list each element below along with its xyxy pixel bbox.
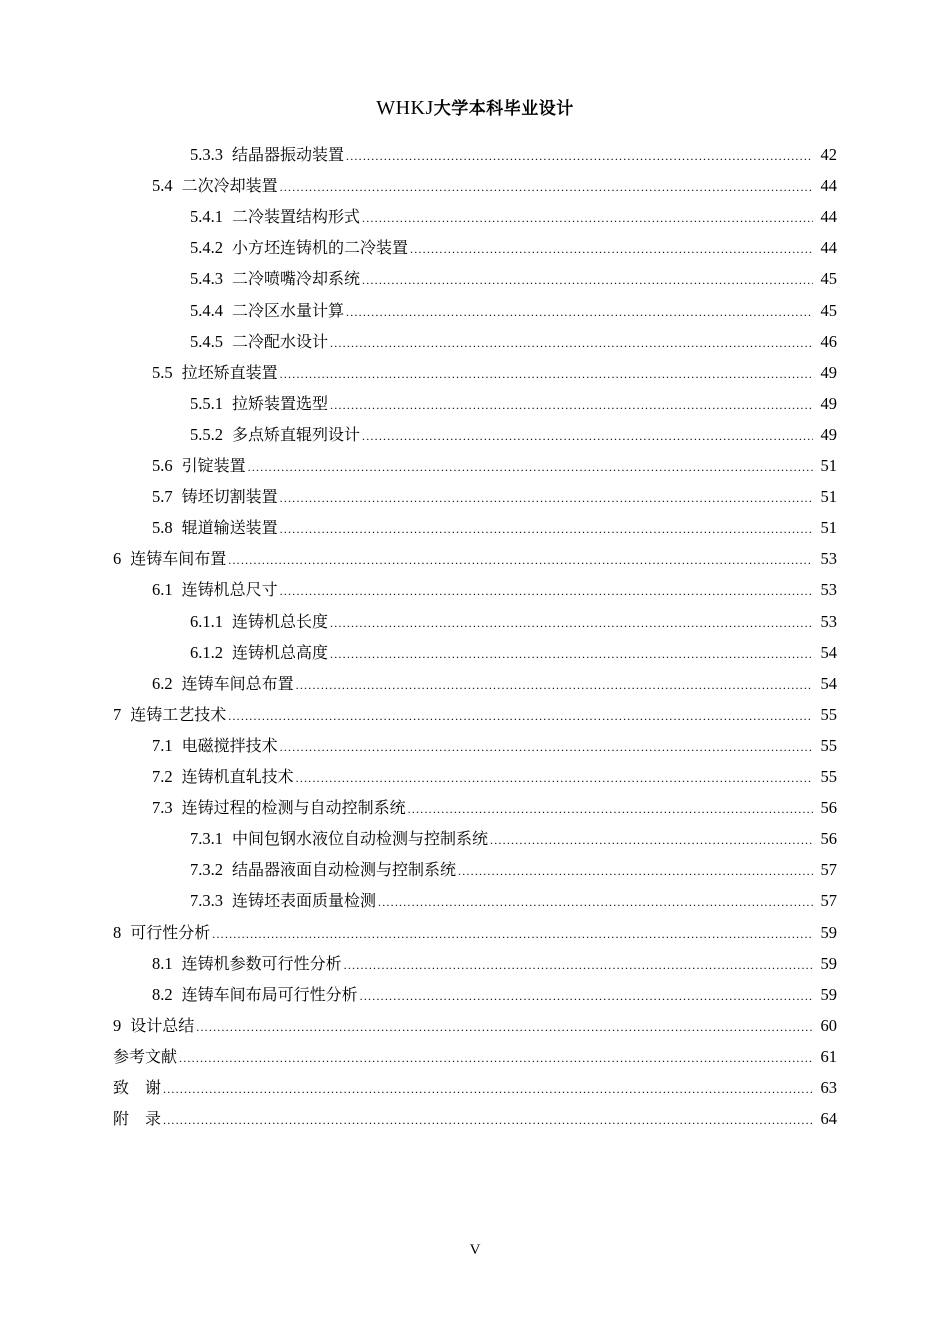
- toc-leader-dots: [410, 234, 813, 265]
- toc-entry-page: 55: [820, 735, 837, 755]
- toc-entry-page: 51: [820, 518, 837, 538]
- toc-leader-dots: [330, 390, 813, 421]
- toc-entry[interactable]: [152, 792, 837, 823]
- toc-leader-dots: [360, 981, 813, 1012]
- toc-entry-title: 引锭装置: [181, 456, 246, 475]
- toc-entry-page: 44: [820, 238, 837, 258]
- toc-entry-number: 6.1.1: [190, 611, 223, 631]
- toc-entry-page: 53: [820, 549, 837, 569]
- toc-entry-number: 5.5.1: [190, 393, 223, 413]
- toc-entry-page: 57: [820, 891, 837, 911]
- toc-entry[interactable]: [152, 948, 837, 979]
- toc-entry-number: 5.4.1: [190, 207, 223, 227]
- toc-entry-number: 5.5.2: [190, 424, 223, 444]
- toc-entry-number: 6.1.2: [190, 642, 223, 662]
- toc-entry-title: 铸坯切割装置: [181, 487, 278, 507]
- toc-leader-dots: [248, 452, 813, 483]
- toc-entry[interactable]: [190, 139, 837, 170]
- toc-leader-dots: [490, 825, 813, 856]
- toc-entry-title: 连铸坯表面质量检测: [232, 891, 377, 911]
- toc-entry[interactable]: [190, 419, 837, 450]
- toc-leader-dots: [280, 483, 813, 514]
- toc-entry[interactable]: [190, 606, 837, 637]
- toc-entry-page: 57: [820, 860, 837, 880]
- toc-entry-page: 45: [820, 300, 837, 320]
- toc-entry[interactable]: [113, 1103, 837, 1134]
- toc-entry[interactable]: [190, 388, 837, 419]
- header-prefix: WHKJ: [376, 97, 434, 119]
- toc-entry-number: 5.4.2: [190, 238, 223, 258]
- toc-entry-title: 多点矫直辊列设计: [232, 424, 361, 444]
- toc-entry-title: 连铸车间布置: [130, 549, 227, 569]
- toc-entry[interactable]: [152, 481, 837, 512]
- toc-entry[interactable]: [190, 232, 837, 263]
- toc-entry[interactable]: [152, 450, 837, 481]
- toc-entry[interactable]: [113, 1010, 837, 1041]
- toc-leader-dots: [280, 359, 813, 390]
- toc-entry-number: 7.3.1: [190, 829, 223, 849]
- toc-entry[interactable]: [113, 699, 837, 730]
- toc-entry[interactable]: [190, 201, 837, 232]
- toc-entry-number: 7.1: [152, 735, 173, 755]
- toc-entry-title: 结晶器液面自动检测与控制系统: [232, 860, 457, 880]
- toc-entry[interactable]: [190, 823, 837, 854]
- toc-leader-dots: [346, 297, 813, 328]
- toc-entry-page: 59: [820, 984, 837, 1004]
- toc-entry-page: 61: [820, 1046, 837, 1066]
- toc-entry-page: 63: [820, 1078, 837, 1097]
- toc-leader-dots: [346, 141, 813, 172]
- toc-leader-dots: [280, 172, 813, 203]
- toc-entry-page: 44: [820, 176, 837, 196]
- toc-entry-title: 小方坯连铸机的二冷装置: [232, 238, 409, 258]
- toc-entry-page: 55: [820, 767, 837, 786]
- toc-entry-page: 44: [820, 207, 837, 227]
- page-number: V: [469, 1242, 481, 1258]
- toc-leader-dots: [163, 1105, 813, 1136]
- toc-entry-number: 7.3.2: [190, 860, 223, 880]
- toc-entry-page: 49: [820, 424, 837, 444]
- toc-leader-dots: [179, 1043, 813, 1074]
- toc-entry-title: 连铸工艺技术: [130, 704, 227, 724]
- toc-entry-title: 连铸机直轧技术: [181, 767, 294, 786]
- toc-entry-page: 56: [820, 798, 837, 818]
- toc-entry-title: 结晶器振动装置: [232, 145, 345, 164]
- toc-leader-dots: [196, 1012, 813, 1043]
- toc-leader-dots: [330, 328, 813, 359]
- toc-leader-dots: [228, 545, 813, 576]
- toc-entry[interactable]: [190, 295, 837, 326]
- toc-entry[interactable]: [152, 357, 837, 388]
- toc-entry-number: 9: [113, 1015, 122, 1035]
- toc-entry-page: 42: [820, 145, 837, 164]
- toc-entry[interactable]: [113, 1041, 837, 1072]
- toc-entry-number: 7.3: [152, 798, 173, 818]
- toc-entry-number: 6.1: [152, 580, 173, 600]
- toc-leader-dots: [458, 856, 813, 887]
- toc-entry[interactable]: [152, 761, 837, 792]
- toc-entry-number: 5.8: [152, 518, 173, 538]
- toc-leader-dots: [344, 950, 813, 981]
- toc-entry-page: 55: [820, 704, 837, 724]
- toc-entry-page: 46: [820, 331, 837, 351]
- toc-entry-number: 8.2: [152, 984, 173, 1004]
- toc-entry[interactable]: [113, 1072, 837, 1103]
- toc-leader-dots: [362, 203, 813, 234]
- toc-leader-dots: [280, 732, 813, 763]
- toc-entry-page: 51: [820, 456, 837, 475]
- page-header: [0, 96, 950, 121]
- toc-leader-dots: [280, 514, 813, 545]
- toc-entry-number: 6: [113, 549, 122, 569]
- toc-entry-page: 54: [820, 642, 837, 662]
- toc-entry-page: 53: [820, 611, 837, 631]
- toc-leader-dots: [330, 639, 813, 670]
- toc-entry[interactable]: [152, 512, 837, 543]
- toc-entry-number: 5.4.4: [190, 300, 223, 320]
- toc-entry-title: 附 录: [113, 1109, 162, 1129]
- toc-leader-dots: [296, 670, 813, 701]
- toc-entry-page: 59: [820, 922, 837, 942]
- toc-entry-number: 5.4.5: [190, 331, 223, 351]
- toc-entry-title: 可行性分析: [130, 922, 211, 942]
- toc-entry-page: 64: [820, 1109, 837, 1129]
- toc-entry-number: 5.6: [152, 456, 173, 475]
- toc-entry-number: 6.2: [152, 673, 173, 693]
- toc-entry-title: 连铸机总长度: [232, 611, 329, 631]
- toc-entry-title: 中间包钢水液位自动检测与控制系统: [232, 829, 489, 849]
- toc-entry[interactable]: [152, 668, 837, 699]
- toc-leader-dots: [362, 421, 813, 452]
- toc-entry-page: 56: [820, 829, 837, 849]
- toc-entry-number: 5.5: [152, 362, 173, 382]
- toc-entry[interactable]: [152, 574, 837, 605]
- toc-entry-number: 8.1: [152, 953, 173, 973]
- toc-entry-page: 49: [820, 362, 837, 382]
- toc-entry[interactable]: [113, 917, 837, 948]
- toc-entry-title: 拉坯矫直装置: [181, 362, 278, 382]
- toc-entry-number: 7: [113, 704, 122, 724]
- toc-entry-number: 5.3.3: [190, 145, 223, 164]
- toc-leader-dots: [362, 265, 813, 296]
- toc-entry-number: 5.4: [152, 176, 173, 196]
- toc-entry-title: 二冷喷嘴冷却系统: [232, 269, 361, 289]
- header-title: 大学本科毕业设计: [433, 99, 574, 119]
- toc-entry-title: 连铸机总高度: [232, 642, 329, 662]
- toc-entry[interactable]: [113, 543, 837, 574]
- toc-entry[interactable]: [152, 979, 837, 1010]
- toc-entry-title: 参考文献: [113, 1046, 178, 1066]
- toc-entry-page: 60: [820, 1015, 837, 1035]
- toc-entry-page: 54: [820, 673, 837, 693]
- toc-leader-dots: [296, 763, 813, 794]
- toc-entry[interactable]: [190, 326, 837, 357]
- toc-entry[interactable]: [190, 637, 837, 668]
- toc-entry-number: 5.7: [152, 487, 173, 507]
- toc-entry-title: 连铸机参数可行性分析: [181, 953, 342, 973]
- toc-leader-dots: [163, 1074, 813, 1105]
- toc-entry-number: 7.3.3: [190, 891, 223, 911]
- toc-entry-title: 连铸车间总布置: [181, 673, 294, 693]
- toc-leader-dots: [408, 794, 813, 825]
- toc-leader-dots: [228, 701, 813, 732]
- toc-entry-title: 电磁搅拌技术: [181, 735, 278, 755]
- toc-entry[interactable]: [190, 263, 837, 294]
- toc-entry-number: 8: [113, 922, 122, 942]
- toc-leader-dots: [212, 919, 813, 950]
- toc-leader-dots: [330, 608, 813, 639]
- toc-entry[interactable]: [190, 854, 837, 885]
- toc-leader-dots: [378, 887, 813, 918]
- toc-entry[interactable]: [152, 170, 837, 201]
- toc-entry-page: 49: [820, 393, 837, 413]
- toc-entry-title: 致 谢: [113, 1078, 162, 1097]
- toc-entry-title: 二冷配水设计: [232, 331, 329, 351]
- toc-entry-title: 连铸过程的检测与自动控制系统: [181, 798, 406, 818]
- toc-entry-title: 二冷区水量计算: [232, 300, 345, 320]
- toc-entry-title: 二冷装置结构形式: [232, 207, 361, 227]
- toc-entry-title: 辊道输送装置: [181, 518, 278, 538]
- toc-entry-page: 59: [820, 953, 837, 973]
- toc-entry-title: 连铸车间布局可行性分析: [181, 984, 358, 1004]
- toc-leader-dots: [280, 576, 813, 607]
- toc-entry-number: 7.2: [152, 767, 173, 786]
- toc-entry[interactable]: [152, 730, 837, 761]
- toc-entry-title: 设计总结: [130, 1015, 195, 1035]
- toc-entry-title: 拉矫装置选型: [232, 393, 329, 413]
- toc-entry-page: 45: [820, 269, 837, 289]
- toc-entry-number: 5.4.3: [190, 269, 223, 289]
- toc-entry[interactable]: [190, 885, 837, 916]
- toc-entry-title: 连铸机总尺寸: [181, 580, 278, 600]
- toc-entry-title: 二次冷却装置: [181, 176, 278, 196]
- toc-entry-page: 51: [820, 487, 837, 507]
- toc-entry-page: 53: [820, 580, 837, 600]
